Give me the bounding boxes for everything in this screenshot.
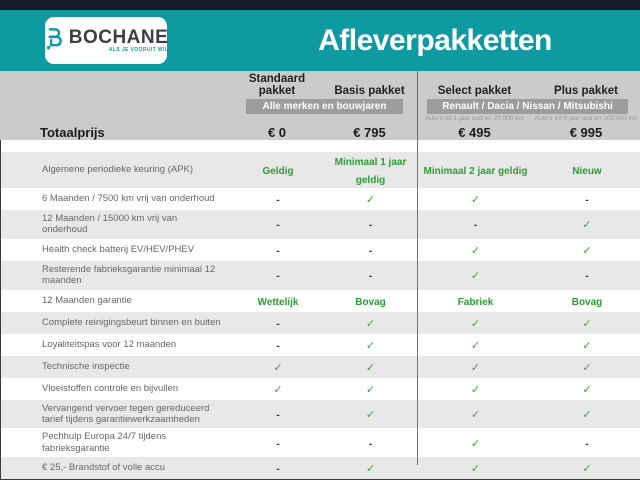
top-bar xyxy=(0,0,640,10)
row-label: Resterende fabrieksgarantie minimaal 12 maanden xyxy=(42,263,216,287)
column-header-standaard: Standaard pakket xyxy=(248,73,306,97)
bochane-logo-icon xyxy=(44,26,64,56)
check-icon: ✓ xyxy=(470,383,481,396)
check-icon: ✓ xyxy=(582,463,592,476)
check-icon: ✓ xyxy=(365,463,376,476)
dash-icon: - xyxy=(276,464,280,476)
table-row xyxy=(1,188,640,210)
check-icon: ✓ xyxy=(470,361,481,374)
check-icon: ✓ xyxy=(582,361,592,374)
check-icon: ✓ xyxy=(470,408,481,421)
dash-icon: - xyxy=(473,220,478,232)
value-text: Minimaal 1 jaar geldig xyxy=(334,157,407,186)
dash-icon: - xyxy=(276,220,280,232)
total-price-label: Totaalprijs xyxy=(40,125,105,140)
row-label: Vloeistoffen controle en bijvullen xyxy=(42,382,179,394)
check-icon: ✓ xyxy=(365,339,376,352)
check-icon: ✓ xyxy=(470,194,481,206)
page-title: Afleverpakketten xyxy=(318,23,552,57)
check-icon: ✓ xyxy=(582,244,592,257)
value-text: Geldig xyxy=(262,166,294,177)
dash-icon: - xyxy=(585,438,589,450)
table-row xyxy=(1,356,640,378)
badge-all-brands: Alle merken en bouwjaren xyxy=(246,99,403,114)
check-icon: ✓ xyxy=(470,317,481,330)
price-select: € 495 xyxy=(458,125,491,140)
check-icon: ✓ xyxy=(582,317,592,330)
badge-renault-group: Renault / Dacia / Nissan / Mitsubishi xyxy=(427,99,628,114)
price-standaard: € 0 xyxy=(267,125,287,140)
check-icon: ✓ xyxy=(273,383,283,396)
check-icon: ✓ xyxy=(582,408,592,421)
dash-icon: - xyxy=(368,245,373,257)
table-body xyxy=(1,152,640,479)
brand-logo xyxy=(45,17,167,64)
check-icon: ✓ xyxy=(582,339,592,352)
row-label: Vervangend vervoer tegen gereduceerd tarief tijdens garantiewerkzaamheden xyxy=(42,402,210,425)
dash-icon: - xyxy=(585,271,589,283)
dash-icon: - xyxy=(276,271,280,283)
table-row xyxy=(1,428,640,457)
dash-icon: - xyxy=(276,195,280,206)
check-icon: ✓ xyxy=(470,339,481,352)
table-row xyxy=(1,378,640,400)
value-text: Fabriek xyxy=(457,296,494,308)
check-icon: ✓ xyxy=(365,383,376,396)
column-header-select: Select pakket xyxy=(437,85,512,97)
row-label: 12 Maanden / 15000 km vrij van onderhoud xyxy=(42,213,178,236)
dash-icon: - xyxy=(276,318,280,330)
brand-name: BOCHANE xyxy=(68,27,169,48)
table-row xyxy=(1,400,640,429)
row-label: € 25,- Brandstof of volle accu xyxy=(42,462,166,474)
table-row xyxy=(1,210,640,239)
row-label: Loyaliteitspas voor 12 maanden xyxy=(42,338,177,350)
price-basis: € 795 xyxy=(353,125,386,140)
row-label: Algemene periodieke keuring (APK) xyxy=(42,164,194,176)
row-label: 12 Maanden garantie xyxy=(42,294,132,306)
dash-icon: - xyxy=(585,195,589,206)
spacer-row xyxy=(1,140,640,152)
brand-tagline: ALS JE VOORUIT WIL xyxy=(108,47,169,53)
check-icon: ✓ xyxy=(582,219,592,232)
check-icon: ✓ xyxy=(470,244,481,257)
value-text: Nieuw xyxy=(572,166,602,177)
table-row xyxy=(1,457,640,479)
check-icon: ✓ xyxy=(470,270,481,283)
column-divider xyxy=(417,71,418,465)
value-text: Bovag xyxy=(355,296,386,308)
dash-icon: - xyxy=(368,438,373,450)
row-label: Complete reinigingsbeurt binnen en buiten xyxy=(42,316,221,328)
value-text: Bovag xyxy=(571,296,603,308)
table-row xyxy=(1,261,640,290)
row-label: Health check batterij EV/HEV/PHEV xyxy=(42,244,195,256)
table-row xyxy=(1,152,640,188)
table-row xyxy=(1,290,640,312)
check-icon: ✓ xyxy=(470,437,481,450)
column-notes-row xyxy=(0,114,640,124)
value-text: Wettelijk xyxy=(257,296,299,308)
column-names-row xyxy=(0,71,640,98)
table-row xyxy=(1,312,640,334)
row-label: Technische inspectie xyxy=(42,360,130,372)
price-plus: € 995 xyxy=(569,125,603,140)
table-lower xyxy=(0,140,640,480)
table-header xyxy=(0,71,640,140)
dash-icon: - xyxy=(276,245,280,257)
row-label: 6 Maanden / 7500 km vrij van onderhoud xyxy=(42,193,215,205)
group-badges-row xyxy=(0,98,640,114)
dash-icon: - xyxy=(368,271,373,283)
check-icon: ✓ xyxy=(365,317,376,330)
check-icon: ✓ xyxy=(470,463,481,476)
check-icon: ✓ xyxy=(365,361,376,374)
table-row xyxy=(1,239,640,261)
check-icon: ✓ xyxy=(582,383,592,396)
table-row xyxy=(1,334,640,356)
column-header-basis: Basis pakket xyxy=(334,85,405,97)
column-header-plus: Plus pakket xyxy=(554,85,618,97)
dash-icon: - xyxy=(276,409,280,421)
row-label: Pechhulp Europa 24/7 tijdens fabrieksgarantie xyxy=(42,431,167,454)
dash-icon: - xyxy=(276,438,280,450)
check-icon: ✓ xyxy=(365,408,376,421)
check-icon: ✓ xyxy=(273,361,283,374)
note-plus: Auto's tot 5 jaar oud en 100.000 km xyxy=(534,114,638,122)
dash-icon: - xyxy=(276,340,280,352)
dash-icon: - xyxy=(368,220,373,232)
totals-row xyxy=(0,124,640,141)
note-select: Auto's tot 1 jaar oud en 20.000 km xyxy=(425,114,524,122)
header-banner xyxy=(0,10,640,71)
value-text: Minimaal 2 jaar geldig xyxy=(423,166,528,177)
check-icon: ✓ xyxy=(365,194,376,206)
